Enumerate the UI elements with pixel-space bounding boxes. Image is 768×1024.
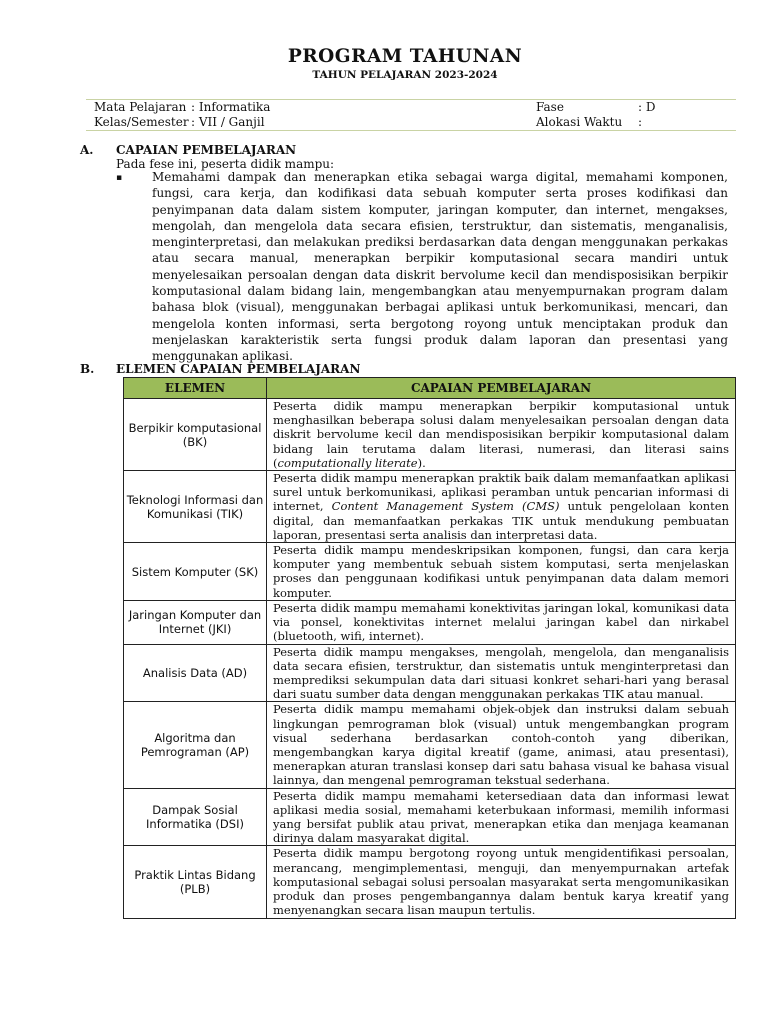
elemen-cell: Teknologi Informasi dan Komunikasi (TIK) bbox=[124, 471, 267, 543]
capaian-text: Peserta didik mampu menerapkan berpikir komputasional untuk menghasilkan beberapa solusi dalam menyelesaikan persoalan dengan data diskrit bervolume kecil dan mendisposisikan berpikir komputasional dalam bidang lain terutama dalam literasi, numerasi, dan literasi sains ( bbox=[273, 399, 729, 470]
header-capaian: CAPAIAN PEMBELAJARAN bbox=[267, 378, 736, 399]
capaian-cell bbox=[267, 471, 736, 543]
section-b-letter: B. bbox=[80, 362, 95, 376]
capaian-cell: Peserta didik mampu mendeskripsikan komponen, fungsi, dan cara kerja komputer yang membentuk sebuah sistem komputasi, serta menjelaskan proses dan penggunaan kodifikasi untuk penyimpanan data dalam memori komputer. bbox=[267, 543, 736, 601]
table-header-row bbox=[124, 378, 736, 399]
elemen-cell: Jaringan Komputer dan Internet (JKI) bbox=[124, 601, 267, 645]
elemen-cell: Praktik Lintas Bidang (PLB) bbox=[124, 846, 267, 918]
alokasi-label: Alokasi Waktu bbox=[536, 115, 623, 129]
section-a-title: CAPAIAN PEMBELAJARAN bbox=[116, 143, 297, 157]
table-row bbox=[124, 471, 736, 543]
page-subtitle: TAHUN PELAJARAN 2023-2024 bbox=[312, 69, 498, 81]
table-row bbox=[124, 543, 736, 601]
identity-table bbox=[86, 99, 736, 131]
capaian-italic: Content Management System (CMS) bbox=[331, 499, 560, 514]
capaian-text-after: untuk pengelolaan konten digital, dan memanfaatkan perkakas TIK untuk mendukung pembuatan laporan, presentasi serta analisis dan interpretasi data. bbox=[273, 499, 729, 542]
table-row bbox=[124, 846, 736, 918]
table-row bbox=[124, 601, 736, 645]
alokasi-value: : bbox=[638, 115, 643, 129]
identity-row-2 bbox=[86, 115, 736, 130]
kelas-value: : VII / Ganjil bbox=[191, 115, 265, 129]
identity-row-1 bbox=[86, 100, 736, 115]
elemen-cell: Sistem Komputer (SK) bbox=[124, 543, 267, 601]
elemen-cell: Berpikir komputasional (BK) bbox=[124, 399, 267, 471]
capaian-cell: Peserta didik mampu memahami ketersediaan data dan informasi lewat aplikasi media sosial, memahami keterbukaan informasi, memilih informasi yang bersifat publik atau privat, menerapkan etika dan menjaga keamanan dirinya dalam masyarakat digital. bbox=[267, 788, 736, 846]
bullet-icon: ▪ bbox=[116, 173, 123, 183]
header-elemen: ELEMEN bbox=[124, 378, 267, 399]
elemen-cell: Analisis Data (AD) bbox=[124, 644, 267, 702]
capaian-cell: Peserta didik mampu memahami konektivitas jaringan lokal, komunikasi data via ponsel, konektivitas internet melalui jaringan kabel dan nirkabel (bluetooth, wifi, internet). bbox=[267, 601, 736, 645]
capaian-text: Peserta didik mampu menerapkan praktik baik dalam memanfaatkan aplikasi surel untuk berkomunikasi, aplikasi peramban untuk pencarian informasi di internet, bbox=[273, 471, 729, 514]
capaian-cell: Peserta didik mampu memahami objek-objek dan instruksi dalam sebuah lingkungan pemrograman blok (visual) untuk mengembangkan program visual sederhana berdasarkan contoh-contoh yang diberikan, mengembangkan karya digital kreatif (game, animasi, atau presentasi), menerapkan aturan translasi konsep dari satu bahasa visual ke bahasa visual lainnya, dan mengenal pemrograman tekstual sederhana. bbox=[267, 702, 736, 788]
page-title: PROGRAM TAHUNAN bbox=[287, 46, 523, 67]
table-row bbox=[124, 644, 736, 702]
table-row bbox=[124, 399, 736, 471]
fase-label: Fase bbox=[536, 100, 564, 114]
section-b-title: ELEMEN CAPAIAN PEMBELAJARAN bbox=[116, 362, 361, 376]
table-row bbox=[124, 702, 736, 788]
capaian-cell bbox=[267, 399, 736, 471]
mapel-value: : Informatika bbox=[191, 100, 271, 114]
table-row bbox=[124, 788, 736, 846]
capaian-cell: Peserta didik mampu mengakses, mengolah, mengelola, dan menganalisis data secara efisien, terstruktur, dan sistematis untuk menginterpretasi dan memprediksi sekumpulan data dari situasi konkret sehari-hari yang berasal dari suatu sumber data dengan menggunakan perkakas TIK atau manual. bbox=[267, 644, 736, 702]
section-a-letter: A. bbox=[80, 143, 94, 157]
mapel-label: Mata Pelajaran bbox=[94, 100, 187, 114]
section-a-paragraph: Memahami dampak dan menerapkan etika sebagai warga digital, memahami komponen, fungsi, cara kerja, dan kodifikasi data sebuah komputer serta proses kodifikasi dan penyimpanan data dalam sistem komputer, jaringan komputer, dan internet, mengakses, mengolah, dan mengelola data secara efisien, terstruktur, dan sistematis, menganalisis, menginterpretasi, dan melakukan prediksi berdasarkan data dengan menggunakan perkakas atau secara manual, menerapkan berpikir komputasional secara mandiri untuk menyelesaikan persoalan dengan data diskrit bervolume kecil dan mendisposisikan berpikir komputasional dalam bidang lain, mengembangkan atau menyempurnakan program dalam bahasa blok (visual), menggunakan berbagai aplikasi untuk berkomunikasi, mencari, dan mengelola konten informasi, serta bergotong royong untuk menciptakan produk dan menjelaskan karakteristik serta fungsi produk dalam laporan dan presentasi yang menggunakan aplikasi. bbox=[152, 170, 728, 364]
elemen-cell: Dampak Sosial Informatika (DSI) bbox=[124, 788, 267, 846]
elemen-table bbox=[123, 377, 736, 919]
capaian-cell: Peserta didik mampu bergotong royong untuk mengidentifikasi persoalan, merancang, mengimplementasi, menguji, dan menyempurnakan artefak komputasional sebagai solusi persoalan masyarakat serta mengomunikasikan produk dan proses pengembangannya dalam bentuk karya kreatif yang menyenangkan secara lisan maupun tertulis. bbox=[267, 846, 736, 918]
section-a-intro: Pada fese ini, peserta didik mampu: bbox=[116, 157, 335, 171]
elemen-cell: Algoritma dan Pemrograman (AP) bbox=[124, 702, 267, 788]
fase-value: : D bbox=[638, 100, 656, 114]
kelas-label: Kelas/Semester bbox=[94, 115, 189, 129]
capaian-italic: computationally literate bbox=[277, 455, 418, 470]
capaian-text-after: ). bbox=[417, 455, 426, 470]
